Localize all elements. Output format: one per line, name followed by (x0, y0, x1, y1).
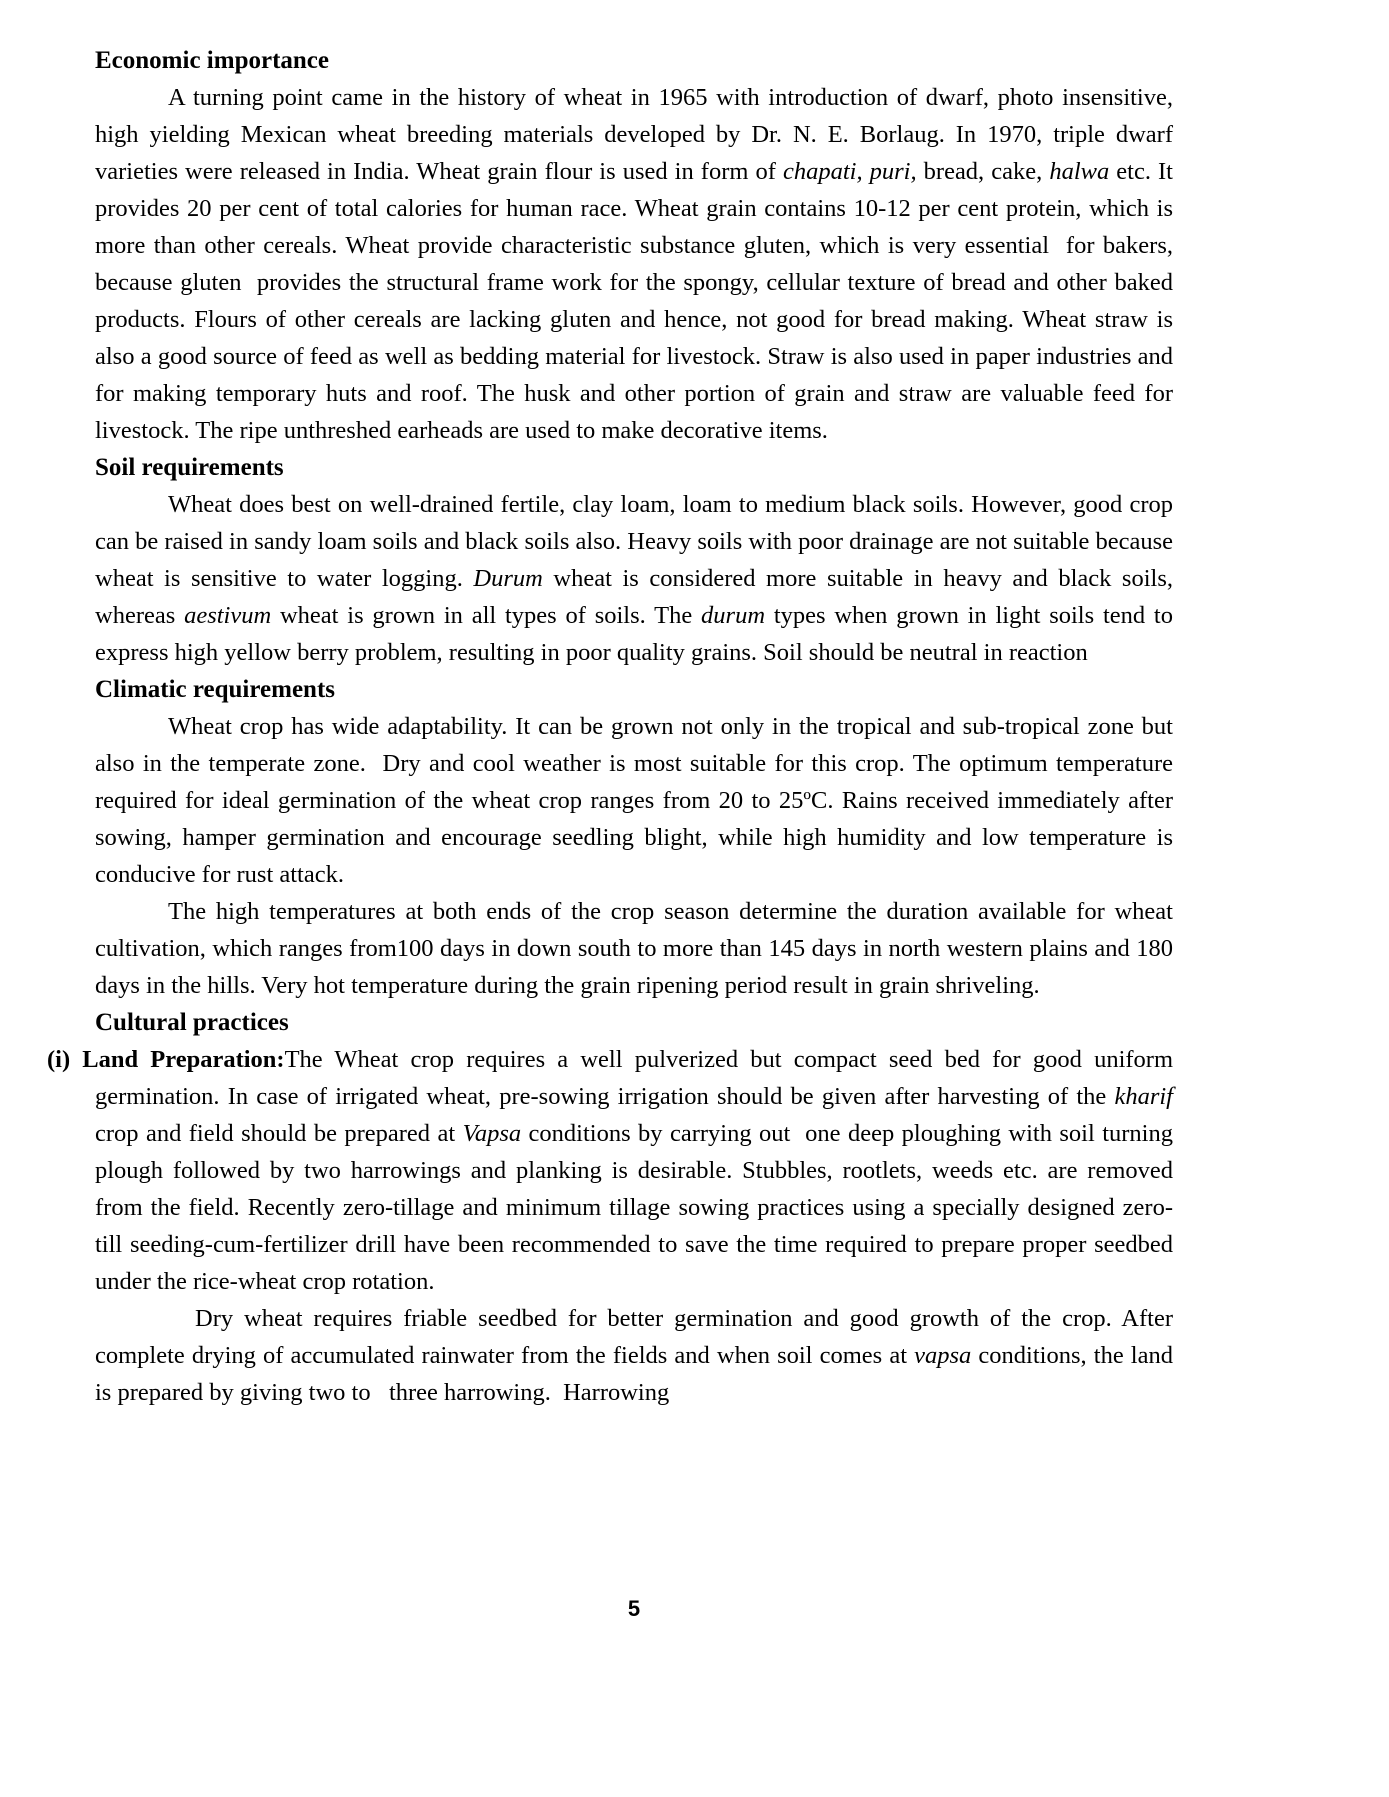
heading-climatic-requirements: Climatic requirements (95, 676, 336, 703)
heading-cultural-practices: Cultural practices (95, 1009, 289, 1036)
para-dry-wheat-seedbed: Dry wheat requires friable seedbed for better germination and good growth of the crop. After complete drying of accumulated rainwater from the fields and when soil comes at vapsa conditions, the land is prepared by giving two to three harrowing. Harrowing (95, 1305, 1180, 1406)
para-soil-requirements: Wheat does best on well-drained fertile, clay loam, loam to medium black soils. However, good crop can be raised in sandy loam soils and black soils also. Heavy soils with poor drainage are not suitable because wheat is sensitive to water logging. Durum wheat is considered more suitable in heavy and black soils, whereas aestivum wheat is grown in all types of soils. The durum types when grown in light soils tend to express high yellow berry problem, resulting in poor quality grains. Soil should be neutral in reaction (95, 491, 1180, 666)
para-climatic-adaptability: Wheat crop has wide adaptability. It can be grown not only in the tropical and sub-tropical zone but also in the temperate zone. Dry and cool weather is most suitable for this crop. The optimum temperature required for ideal germination of the wheat crop ranges from 20 to 25ºC. Rains received immediately after sowing, hamper germination and encourage seedling blight, while high humidity and low temperature is conducive for rust attack. (95, 713, 1180, 888)
heading-soil-requirements: Soil requirements (95, 454, 284, 481)
heading-economic-importance: Economic importance (95, 47, 329, 74)
para-economic-importance: A turning point came in the history of wheat in 1965 with introduction of dwarf, photo insensitive, high yielding Mexican wheat breeding materials developed by Dr. N. E. Borlaug. In 1970, triple dwarf varieties were released in India. Wheat grain flour is used in form of chapati, puri, bread, cake, halwa etc. It provides 20 per cent of total calories for human race. Wheat grain contains 10-12 per cent protein, which is more than other cereals. Wheat provide characteristic substance gluten, which is very essential for bakers, because gluten provides the structural frame work for the spongy, cellular texture of bread and other baked products. Flours of other cereals are lacking gluten and hence, not good for bread making. Wheat straw is also a good source of feed as well as bedding material for livestock. Straw is also used in paper industries and for making temporary huts and roof. The husk and other portion of grain and straw are valuable feed for livestock. The ripe unthreshed earheads are used to make decorative items. (95, 84, 1180, 444)
para-climatic-duration: The high temperatures at both ends of the crop season determine the duration available for wheat cultivation, which ranges from100 days in down south to more than 145 days in north western plains and 180 days in the hills. Very hot temperature during the grain ripening period result in grain shriveling. (95, 898, 1180, 999)
page-number: 5 (627, 1596, 641, 1621)
page-body (47, 42, 1180, 1411)
para-land-preparation: (i) Land Preparation:The Wheat crop requires a well pulverized but compact seed bed for good uniform germination. In case of irrigated wheat, pre-sowing irrigation should be given after harvesting of the kharif crop and field should be prepared at Vapsa conditions by carrying out one deep ploughing with soil turning plough followed by two harrowings and planking is desirable. Stubbles, rootlets, weeds etc. are removed from the field. Recently zero-tillage and minimum tillage sowing practices using a specially designed zero-till seeding-cum-fertilizer drill have been recommended to save the time required to prepare proper seedbed under the rice-wheat crop rotation. (47, 1046, 1180, 1295)
